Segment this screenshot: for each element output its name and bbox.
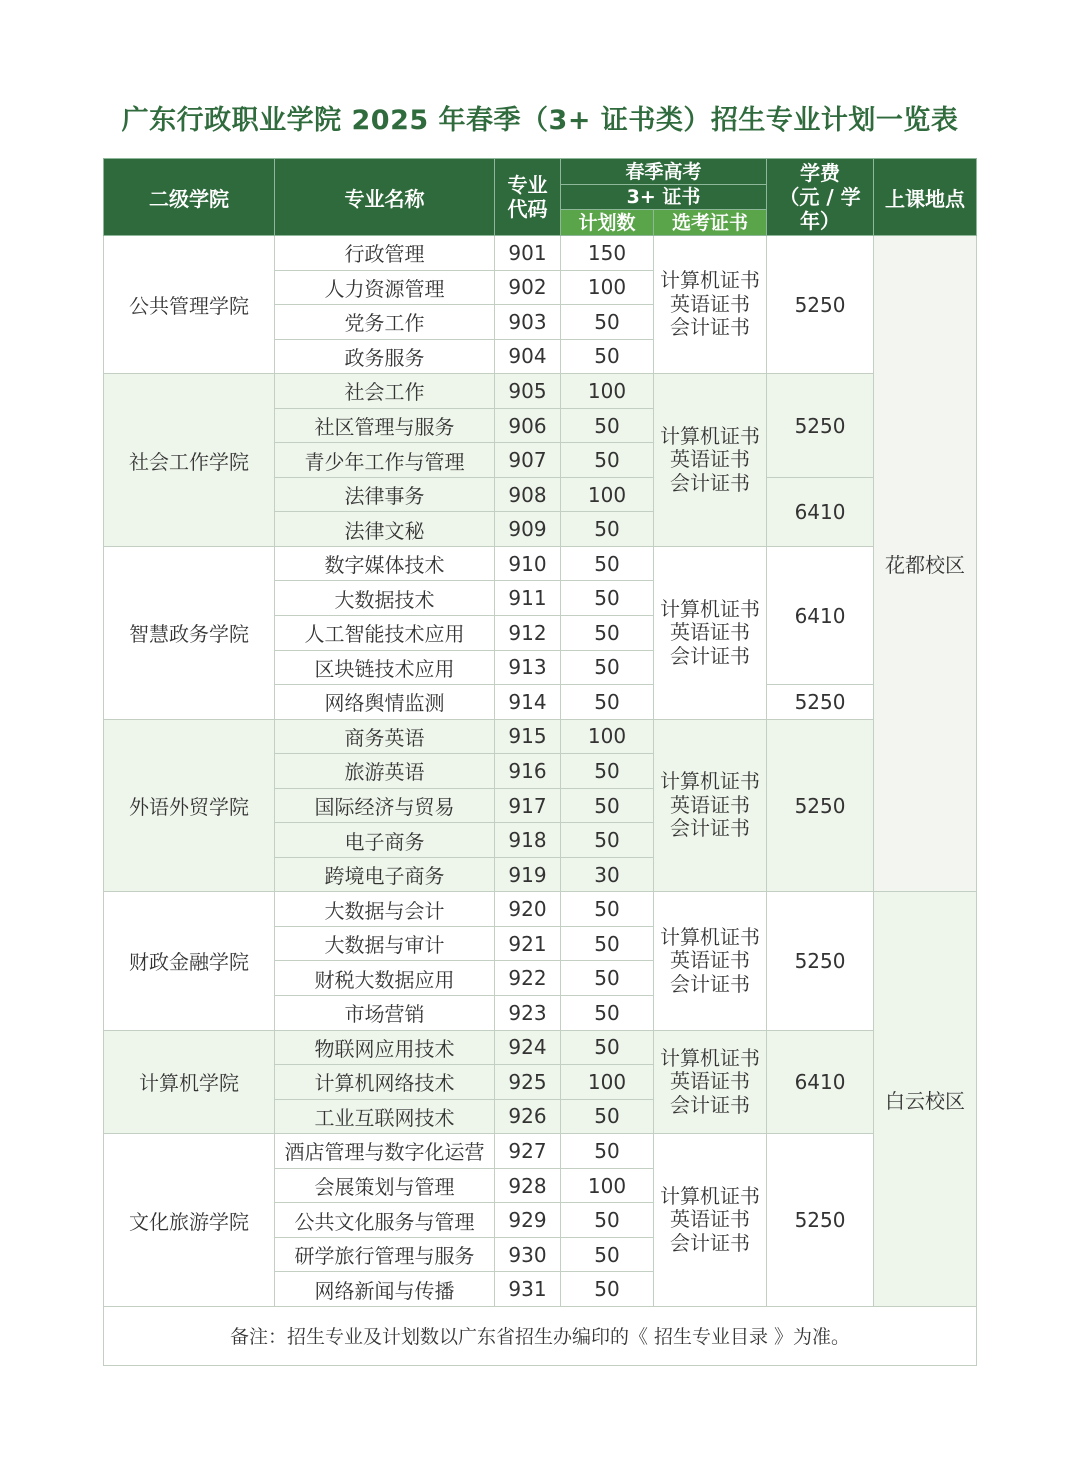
major-code-cell: 929 bbox=[495, 1203, 561, 1238]
major-name-cell: 跨境电子商务 bbox=[275, 857, 495, 892]
major-code-cell: 930 bbox=[495, 1237, 561, 1272]
major-code-cell: 931 bbox=[495, 1272, 561, 1307]
major-name-cell: 大数据技术 bbox=[275, 581, 495, 616]
major-name-cell: 人力资源管理 bbox=[275, 270, 495, 305]
college-cell: 财政金融学院 bbox=[104, 892, 275, 1030]
major-name-cell: 财税大数据应用 bbox=[275, 961, 495, 996]
major-name-cell: 社区管理与服务 bbox=[275, 408, 495, 443]
header-spring: 春季高考 bbox=[561, 159, 767, 185]
table-row bbox=[104, 546, 977, 581]
header-plan: 计划数 bbox=[561, 210, 654, 236]
major-name-cell: 区块链技术应用 bbox=[275, 650, 495, 685]
major-name-cell: 电子商务 bbox=[275, 823, 495, 858]
plan-count-cell: 100 bbox=[561, 1065, 654, 1100]
major-code-cell: 922 bbox=[495, 961, 561, 996]
plan-count-cell: 50 bbox=[561, 996, 654, 1031]
header-college: 二级学院 bbox=[104, 159, 275, 236]
plan-count-cell: 50 bbox=[561, 961, 654, 996]
major-code-cell: 926 bbox=[495, 1099, 561, 1134]
tuition-fee-cell: 6410 bbox=[767, 477, 874, 546]
plan-count-cell: 150 bbox=[561, 236, 654, 271]
plan-count-cell: 100 bbox=[561, 477, 654, 512]
plan-count-cell: 100 bbox=[561, 1168, 654, 1203]
plan-count-cell: 50 bbox=[561, 305, 654, 340]
table-body bbox=[104, 236, 977, 1307]
major-code-cell: 910 bbox=[495, 546, 561, 581]
major-name-cell: 商务英语 bbox=[275, 719, 495, 754]
header-location: 上课地点 bbox=[874, 159, 977, 236]
college-cell: 外语外贸学院 bbox=[104, 719, 275, 892]
college-cell: 公共管理学院 bbox=[104, 236, 275, 374]
table-row bbox=[104, 719, 977, 754]
campus-cell: 白云校区 bbox=[874, 892, 977, 1307]
major-code-cell: 913 bbox=[495, 650, 561, 685]
college-cell: 计算机学院 bbox=[104, 1030, 275, 1134]
major-name-cell: 网络舆情监测 bbox=[275, 685, 495, 720]
tuition-fee-cell: 6410 bbox=[767, 1030, 874, 1134]
major-code-cell: 927 bbox=[495, 1134, 561, 1169]
college-cell: 社会工作学院 bbox=[104, 374, 275, 547]
plan-count-cell: 50 bbox=[561, 1134, 654, 1169]
major-code-cell: 928 bbox=[495, 1168, 561, 1203]
plan-count-cell: 50 bbox=[561, 823, 654, 858]
plan-count-cell: 50 bbox=[561, 512, 654, 547]
major-name-cell: 国际经济与贸易 bbox=[275, 788, 495, 823]
major-code-cell: 908 bbox=[495, 477, 561, 512]
major-code-cell: 904 bbox=[495, 339, 561, 374]
major-code-cell: 920 bbox=[495, 892, 561, 927]
header-fee: 学费 （元 / 学年） bbox=[767, 159, 874, 236]
tuition-fee-cell: 5250 bbox=[767, 374, 874, 478]
major-name-cell: 酒店管理与数字化运营 bbox=[275, 1134, 495, 1169]
plan-count-cell: 50 bbox=[561, 408, 654, 443]
plan-count-cell: 50 bbox=[561, 546, 654, 581]
table-row bbox=[104, 236, 977, 271]
plan-count-cell: 50 bbox=[561, 685, 654, 720]
header-code: 专业 代码 bbox=[495, 159, 561, 236]
major-code-cell: 907 bbox=[495, 443, 561, 478]
major-name-cell: 会展策划与管理 bbox=[275, 1168, 495, 1203]
plan-count-cell: 30 bbox=[561, 857, 654, 892]
plan-count-cell: 50 bbox=[561, 616, 654, 651]
header-major: 专业名称 bbox=[275, 159, 495, 236]
plan-count-cell: 50 bbox=[561, 443, 654, 478]
footnote: 备注：招生专业及计划数以广东省招生办编印的《 招生专业目录 》为准。 bbox=[104, 1306, 977, 1365]
tuition-fee-cell: 5250 bbox=[767, 1134, 874, 1307]
plan-count-cell: 50 bbox=[561, 926, 654, 961]
major-code-cell: 924 bbox=[495, 1030, 561, 1065]
major-code-cell: 923 bbox=[495, 996, 561, 1031]
elective-cert-cell: 计算机证书 英语证书 会计证书 bbox=[654, 546, 767, 719]
table-row bbox=[104, 1134, 977, 1169]
major-name-cell: 人工智能技术应用 bbox=[275, 616, 495, 651]
elective-cert-cell: 计算机证书 英语证书 会计证书 bbox=[654, 1134, 767, 1307]
major-code-cell: 901 bbox=[495, 236, 561, 271]
table-header bbox=[104, 159, 977, 236]
plan-count-cell: 50 bbox=[561, 650, 654, 685]
plan-count-cell: 50 bbox=[561, 581, 654, 616]
table-row bbox=[104, 1030, 977, 1065]
tuition-fee-cell: 5250 bbox=[767, 236, 874, 374]
major-name-cell: 法律文秘 bbox=[275, 512, 495, 547]
major-code-cell: 903 bbox=[495, 305, 561, 340]
major-code-cell: 914 bbox=[495, 685, 561, 720]
major-code-cell: 902 bbox=[495, 270, 561, 305]
major-code-cell: 916 bbox=[495, 754, 561, 789]
elective-cert-cell: 计算机证书 英语证书 会计证书 bbox=[654, 1030, 767, 1134]
plan-count-cell: 50 bbox=[561, 339, 654, 374]
major-code-cell: 911 bbox=[495, 581, 561, 616]
plan-count-cell: 50 bbox=[561, 1030, 654, 1065]
plan-count-cell: 100 bbox=[561, 719, 654, 754]
major-name-cell: 大数据与会计 bbox=[275, 892, 495, 927]
plan-count-cell: 50 bbox=[561, 1099, 654, 1134]
major-name-cell: 网络新闻与传播 bbox=[275, 1272, 495, 1307]
tuition-fee-cell: 5250 bbox=[767, 719, 874, 892]
campus-cell: 花都校区 bbox=[874, 236, 977, 892]
plan-count-cell: 50 bbox=[561, 892, 654, 927]
major-name-cell: 公共文化服务与管理 bbox=[275, 1203, 495, 1238]
major-code-cell: 905 bbox=[495, 374, 561, 409]
major-code-cell: 912 bbox=[495, 616, 561, 651]
major-code-cell: 915 bbox=[495, 719, 561, 754]
college-cell: 文化旅游学院 bbox=[104, 1134, 275, 1307]
major-code-cell: 919 bbox=[495, 857, 561, 892]
major-name-cell: 大数据与审计 bbox=[275, 926, 495, 961]
major-code-cell: 906 bbox=[495, 408, 561, 443]
elective-cert-cell: 计算机证书 英语证书 会计证书 bbox=[654, 892, 767, 1030]
plan-count-cell: 50 bbox=[561, 788, 654, 823]
major-code-cell: 925 bbox=[495, 1065, 561, 1100]
college-cell: 智慧政务学院 bbox=[104, 546, 275, 719]
enrollment-table bbox=[103, 158, 977, 1366]
plan-count-cell: 100 bbox=[561, 374, 654, 409]
elective-cert-cell: 计算机证书 英语证书 会计证书 bbox=[654, 236, 767, 374]
page-title: 广东行政职业学院 2025 年春季（3+ 证书类）招生专业计划一览表 bbox=[121, 105, 959, 136]
major-name-cell: 计算机网络技术 bbox=[275, 1065, 495, 1100]
table-row bbox=[104, 374, 977, 409]
plan-count-cell: 50 bbox=[561, 1237, 654, 1272]
major-code-cell: 917 bbox=[495, 788, 561, 823]
major-name-cell: 数字媒体技术 bbox=[275, 546, 495, 581]
header-cert3: 3+ 证书 bbox=[561, 185, 767, 210]
major-code-cell: 918 bbox=[495, 823, 561, 858]
major-code-cell: 921 bbox=[495, 926, 561, 961]
major-code-cell: 909 bbox=[495, 512, 561, 547]
major-name-cell: 市场营销 bbox=[275, 996, 495, 1031]
major-name-cell: 青少年工作与管理 bbox=[275, 443, 495, 478]
tuition-fee-cell: 6410 bbox=[767, 546, 874, 684]
plan-count-cell: 50 bbox=[561, 1203, 654, 1238]
major-name-cell: 工业互联网技术 bbox=[275, 1099, 495, 1134]
tuition-fee-cell: 5250 bbox=[767, 685, 874, 720]
major-name-cell: 物联网应用技术 bbox=[275, 1030, 495, 1065]
major-name-cell: 旅游英语 bbox=[275, 754, 495, 789]
major-name-cell: 党务工作 bbox=[275, 305, 495, 340]
plan-count-cell: 50 bbox=[561, 754, 654, 789]
major-name-cell: 法律事务 bbox=[275, 477, 495, 512]
header-elective: 选考证书 bbox=[654, 210, 767, 236]
major-name-cell: 政务服务 bbox=[275, 339, 495, 374]
major-name-cell: 行政管理 bbox=[275, 236, 495, 271]
elective-cert-cell: 计算机证书 英语证书 会计证书 bbox=[654, 719, 767, 892]
elective-cert-cell: 计算机证书 英语证书 会计证书 bbox=[654, 374, 767, 547]
tuition-fee-cell: 5250 bbox=[767, 892, 874, 1030]
plan-count-cell: 100 bbox=[561, 270, 654, 305]
table-row bbox=[104, 892, 977, 927]
plan-count-cell: 50 bbox=[561, 1272, 654, 1307]
major-name-cell: 社会工作 bbox=[275, 374, 495, 409]
major-name-cell: 研学旅行管理与服务 bbox=[275, 1237, 495, 1272]
